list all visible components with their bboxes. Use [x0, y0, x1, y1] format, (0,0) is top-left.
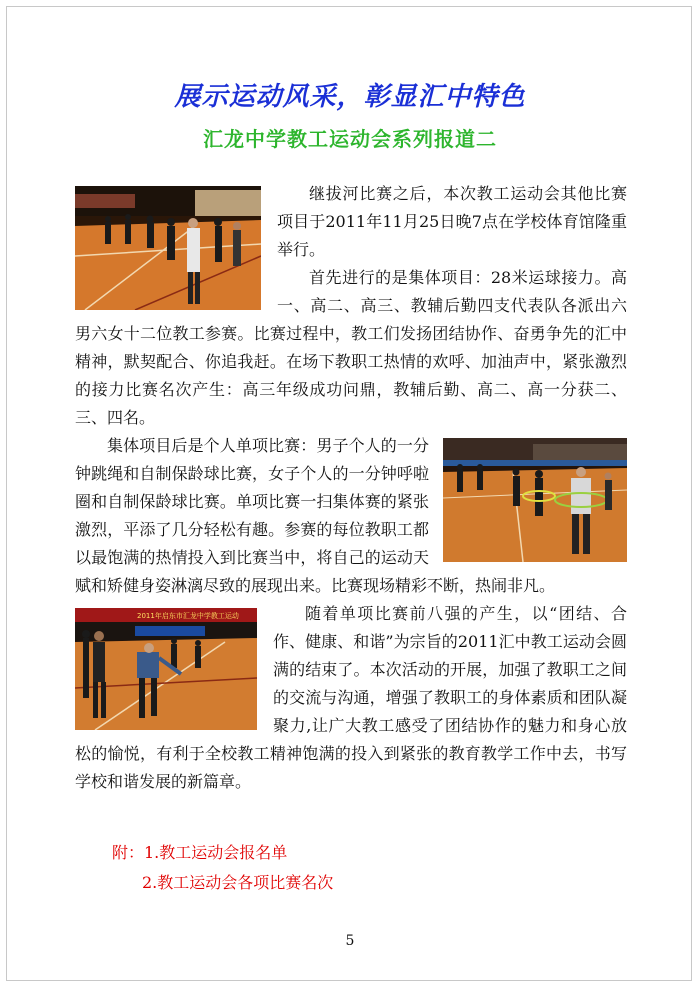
article-body: [75, 180, 627, 796]
paragraph-1: 继拔河比赛之后，本次教工运动会其他比赛项目于2011年11月25日晚7点在学校体育馆隆重举行。: [277, 184, 627, 259]
paragraph-2: 首先进行的是集体项目：28米运球接力。高一、高二、高三、教辅后勤四支代表队各派出六男六女十二位教工参赛。比赛过程中，教工们发扬团结协作、奋勇争先的汇中精神，默契配合、你追我赶。在场下教职工热情的欢呼、加油声中，紧张激烈的接力比赛名次产生：高三年级成功问鼎，教辅后勤、高二、高一分获二、三、四名。: [75, 268, 627, 427]
photo-hula-hoop: [443, 438, 627, 562]
page-subtitle: 汇龙中学教工运动会系列报道二: [203, 127, 497, 151]
appendix: [112, 838, 333, 898]
appendix-item-signup-list: 附：1.教工运动会报名单: [112, 843, 288, 862]
photo-bowling: [75, 608, 257, 730]
photo-banner-text: 2011年启东市汇龙中学教工运动: [137, 612, 239, 620]
paragraph-3: 集体项目后是个人单项比赛：男子个人的一分钟跳绳和自制保龄球比赛，女子个人的一分钟呼啦圈和自制保龄球比赛。单项比赛一扫集体赛的紧张激烈，平添了几分轻松有趣。参赛的每位教职工都以最饱满的热情投入到比赛当中，将自己的运动天赋和矫健身姿淋漓尽致的展现出来。比赛现场精彩不断，热闹非凡。: [75, 436, 556, 595]
photo-relay-race: [75, 186, 261, 310]
page-title: 展示运动风采，彰显汇中特色: [174, 82, 526, 112]
paragraph-4: 随着单项比赛前八强的产生，以“团结、合作、健康、和谐”为宗旨的2011汇中教工运动会圆满的结束了。本次活动的开展，加强了教职工之间的交流与沟通，增强了教职工的身体素质和团队凝聚力,让广大教工感受了团结协作的魅力和身心放松的愉悦，有利于全校教工精神饱满的投入到紧张的教育教学工作中去，书写学校和谐发展的新篇章。: [75, 604, 627, 791]
page-number: 5: [345, 933, 355, 949]
appendix-item-rankings: 2.教工运动会各项比赛名次: [142, 873, 334, 892]
